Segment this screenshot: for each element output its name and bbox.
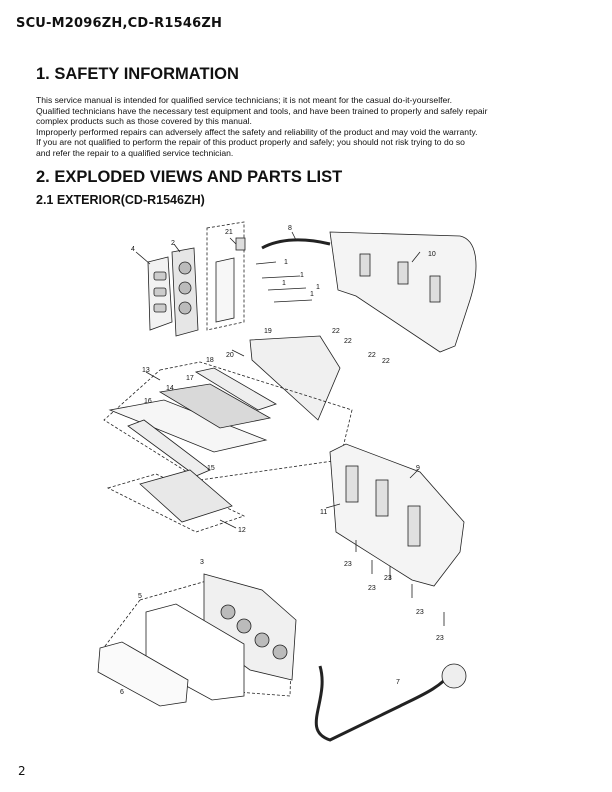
safety-section-title: 1. SAFETY INFORMATION (36, 65, 239, 83)
callout-6: 6 (120, 689, 124, 696)
callout-1c: 1 (282, 280, 286, 287)
callout-23b: 23 (384, 575, 392, 582)
rear-housing-part (330, 232, 476, 352)
callout-19: 19 (264, 328, 272, 335)
callout-1a: 1 (284, 259, 288, 266)
model-header: SCU-M2096ZH,CD-R1546ZH (16, 16, 223, 31)
callout-17: 17 (186, 375, 194, 382)
callout-2: 2 (171, 240, 175, 247)
connector-part (236, 238, 245, 250)
callout-23e: 23 (436, 635, 444, 642)
callout-11: 11 (320, 509, 328, 516)
callout-1d: 1 (316, 284, 320, 291)
callout-22c: 22 (368, 352, 376, 359)
cable-plug-part (442, 664, 466, 688)
callout-22b: 22 (344, 338, 352, 345)
callout-1e: 1 (310, 291, 314, 298)
safety-line: and refer the repair to a qualified service technician. (36, 147, 234, 158)
callout-20: 20 (226, 352, 234, 359)
safety-line: Qualified technicians have the necessary test equipment and tools, and have been trained to properly and safely repair (36, 105, 488, 116)
callout-13: 13 (142, 367, 150, 374)
safety-line: Improperly performed repairs can adversely affect the safety and reliability of the product and may void the warranty. (36, 126, 478, 137)
callout-18: 18 (206, 357, 214, 364)
ribbon-cable-part (262, 240, 330, 248)
callout-1b: 1 (300, 272, 304, 279)
callout-3: 3 (200, 559, 204, 566)
callout-21: 21 (225, 229, 233, 236)
callout-23a: 23 (344, 561, 352, 568)
callout-7: 7 (396, 679, 400, 686)
page-number: 2 (18, 764, 26, 778)
power-cable-part (316, 666, 452, 740)
callout-14: 14 (166, 385, 174, 392)
callout-8: 8 (288, 225, 292, 232)
callout-16: 16 (144, 398, 152, 405)
callout-22d: 22 (382, 358, 390, 365)
callout-23d: 23 (416, 609, 424, 616)
bracket-part (216, 258, 234, 322)
callout-23c: 23 (368, 585, 376, 592)
callout-22a: 22 (332, 328, 340, 335)
safety-line: This service manual is intended for qualified service technicians; it is not meant for the casual do-it-yourselfer. (36, 95, 453, 105)
exterior-subtitle: 2.1 EXTERIOR(CD-R1546ZH) (36, 193, 205, 207)
callout-10: 10 (428, 251, 436, 258)
callout-12: 12 (238, 527, 246, 534)
rubber-keypad-part (140, 470, 232, 522)
safety-line: complex products such as those covered by this manual. (36, 116, 252, 127)
exploded-views-title: 2. EXPLODED VIEWS AND PARTS LIST (36, 168, 343, 186)
safety-line: If you are not qualified to perform the repair of this product properly and safely; you should not risk trying to do so (36, 137, 465, 148)
callout-5: 5 (138, 593, 142, 600)
callout-4: 4 (131, 246, 135, 253)
callout-9: 9 (416, 465, 420, 472)
callout-15: 15 (207, 465, 215, 472)
